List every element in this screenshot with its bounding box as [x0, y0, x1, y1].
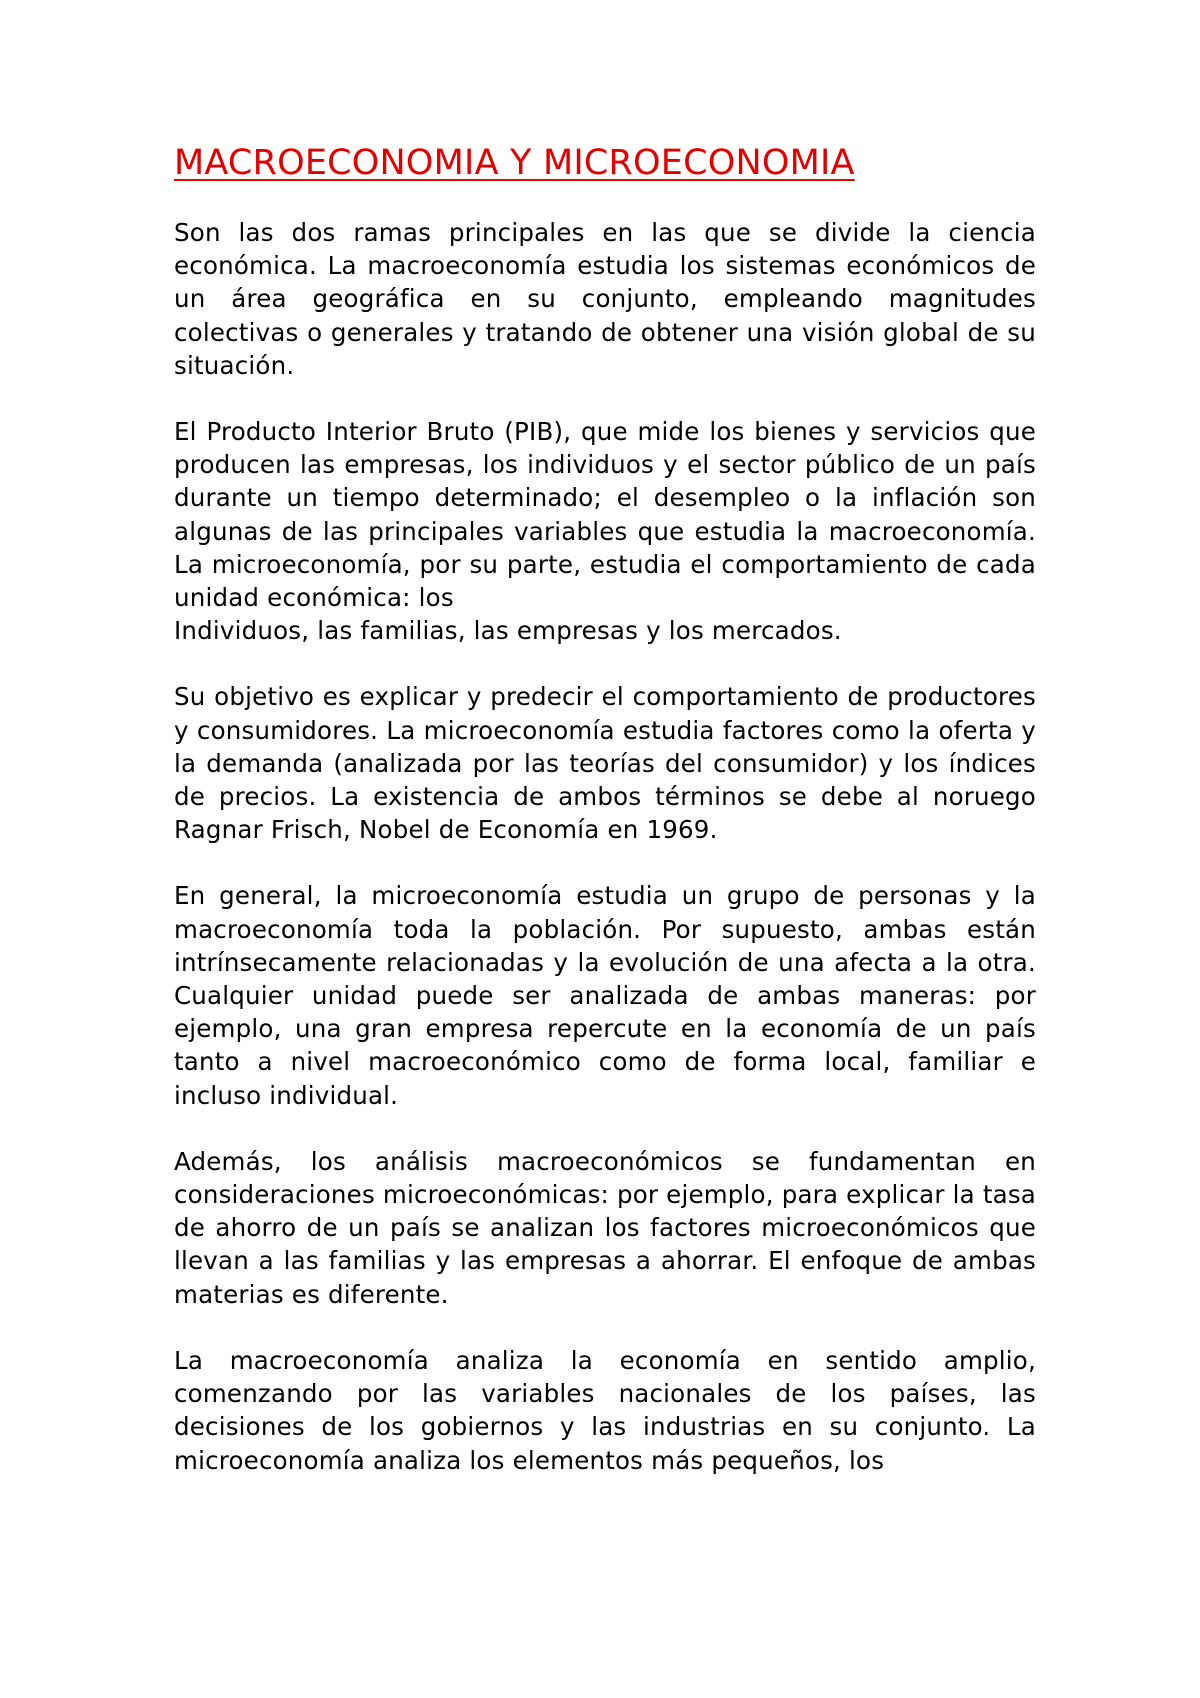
paragraph-intro	[174, 216, 1036, 382]
paragraph-text: En general, la microeconomía estudia un grupo de personas y la macroeconomía toda la población. Por supuesto, ambas están intrínsecamente relacionadas y la evolución de una afecta a la otra. Cualquier unidad puede ser analizada de ambas maneras: por ejemplo, una gran empresa repercute en la economía de un país tanto a nivel macroeconómico como de forma local, familiar e incluso individual.	[174, 881, 1036, 1110]
paragraph-text: Son las dos ramas principales en las que se divide la ciencia económica. La macroeconomía estudia los sistemas económicos de un área geográfica en su conjunto, empleando magnitudes colectivas o generales y tratando de obtener una visión global de su situación.	[174, 218, 1036, 380]
paragraph-text: Su objetivo es explicar y predecir el comportamiento de productores y consumidores. La microeconomía estudia factores como la oferta y la demanda (analizada por las teorías del consumidor) y los índices de precios. La existencia de ambos términos se debe al noruego Ragnar Frisch, Nobel de Economía en 1969.	[174, 682, 1036, 845]
paragraph-objective	[174, 680, 1036, 846]
paragraph-text: La macroeconomía analiza la economía en sentido amplio, comenzando por las variables nacionales de los países, las decisiones de los gobiernos y las industrias en su conjunto. La microeconomía analiza los elementos más pequeños, los	[174, 1345, 1036, 1475]
paragraph-text: Además, los análisis macroeconómicos se fundamentan en consideraciones microeconómicas: por ejemplo, para explicar la tasa de ahorro de un país se analizan los factores microeconómicos que llevan a las familias y las empresas a ahorrar. El enfoque de ambas materias es diferente.	[174, 1146, 1037, 1309]
paragraph-analysis	[174, 1145, 1036, 1311]
paragraph-text-continuation: Individuos, las familias, las empresas y los mercados.	[174, 616, 842, 646]
paragraph-general	[174, 879, 1036, 1111]
paragraph-pib	[174, 415, 1036, 647]
paragraph-scope	[174, 1344, 1036, 1477]
document-title: MACROECONOMIA Y MICROECONOMIA	[174, 143, 855, 183]
document-page	[174, 140, 1036, 1510]
paragraph-text: El Producto Interior Bruto (PIB), que mide los bienes y servicios que producen las empresas, los individuos y el sector público de un país durante un tiempo determinado; el desempleo o la inflación son algunas de las principales variables que estudia la macroeconomía. La microeconomía, por su parte, estudia el comportamiento de cada unidad económica: los	[174, 417, 1036, 613]
